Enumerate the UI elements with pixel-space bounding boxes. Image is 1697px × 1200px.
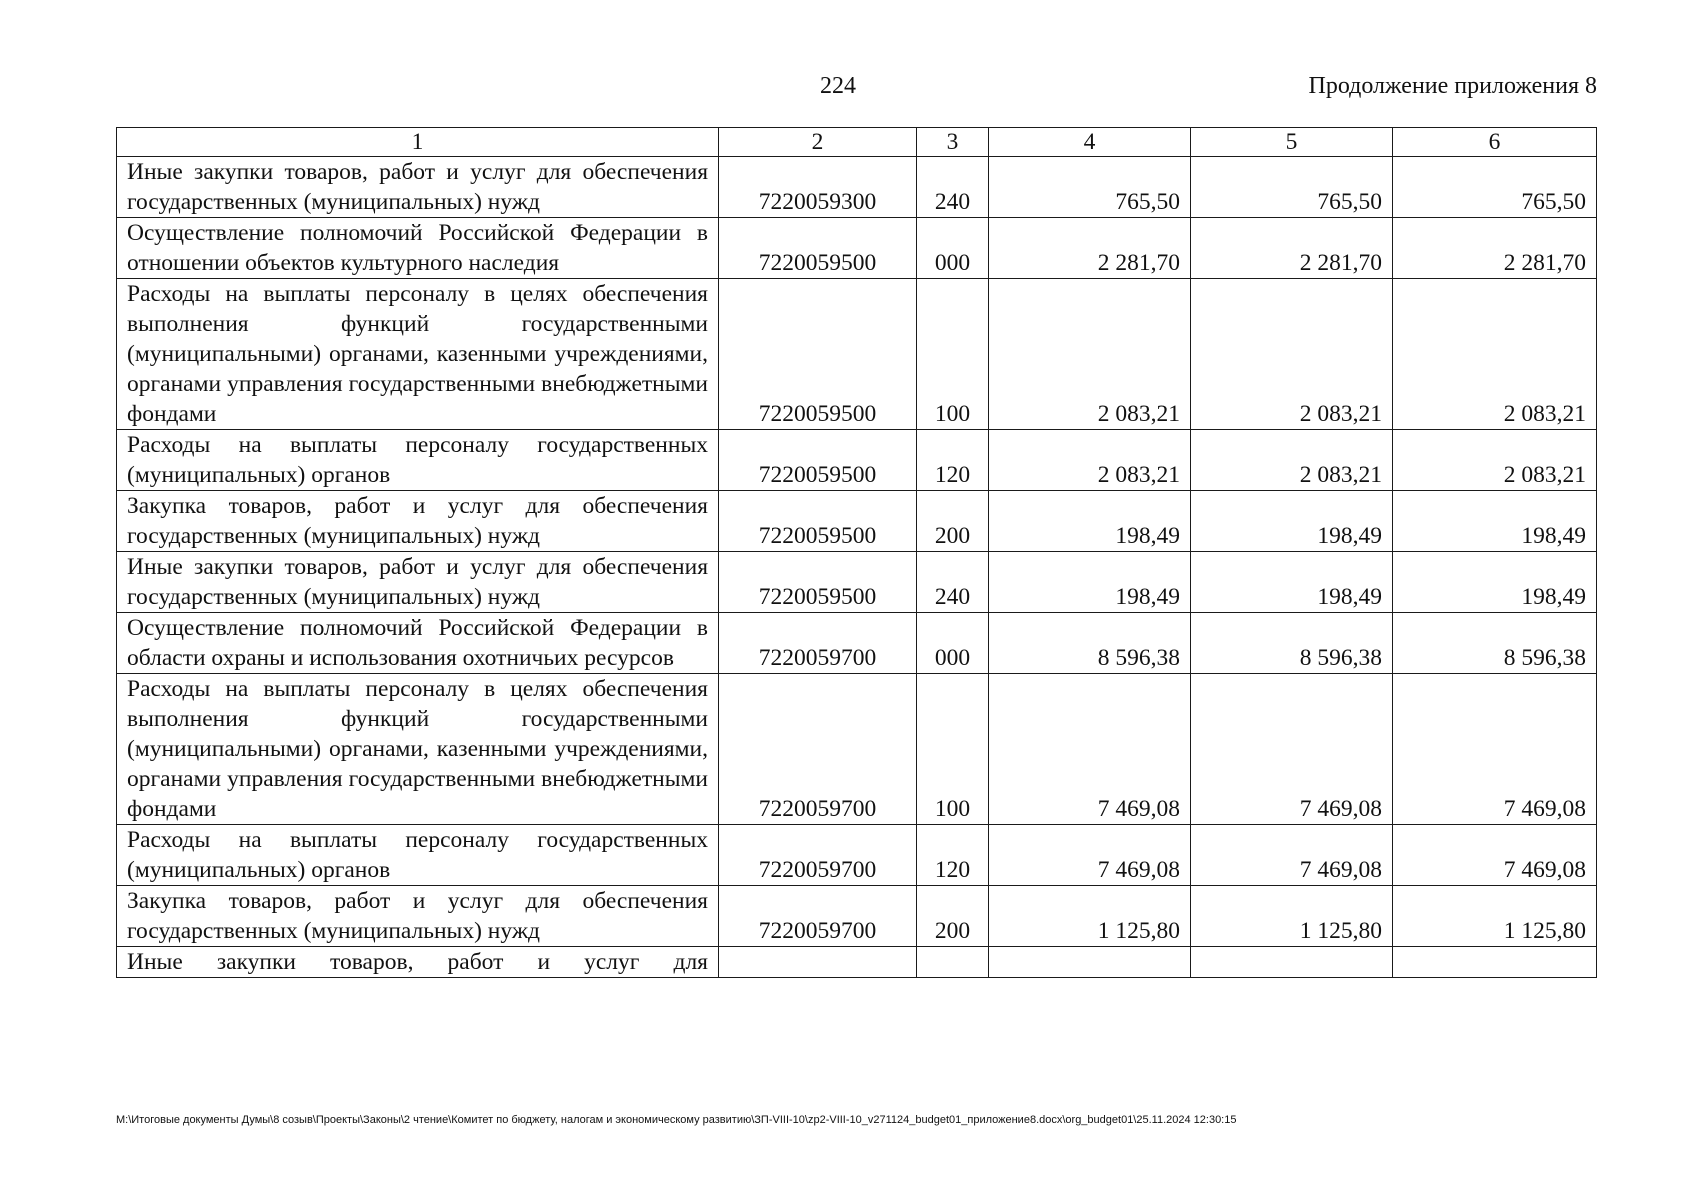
column-header: 5: [1191, 128, 1393, 157]
amount-col5-cell: 8 596,38: [1191, 613, 1393, 674]
amount-col6-cell: 8 596,38: [1393, 613, 1597, 674]
amount-col4-cell: 198,49: [989, 552, 1191, 613]
column-header: 3: [917, 128, 989, 157]
appendix-continuation-note: Продолжение приложения 8: [1308, 73, 1597, 99]
page-number: 224: [820, 73, 856, 99]
expense-type-cell: 200: [917, 491, 989, 552]
amount-col4-cell: 8 596,38: [989, 613, 1191, 674]
amount-col5-cell: [1191, 947, 1393, 978]
expense-name-cell: Осуществление полномочий Российской Федерации в отношении объектов культурного наследия: [117, 218, 719, 279]
expense-name-cell: Закупка товаров, работ и услуг для обеспечения государственных (муниципальных) нужд: [117, 886, 719, 947]
table-row: [117, 218, 1597, 279]
amount-col5-cell: 2 281,70: [1191, 218, 1393, 279]
amount-col5-cell: 198,49: [1191, 552, 1393, 613]
target-code-cell: 7220059500: [719, 279, 917, 430]
expense-name-cell: Иные закупки товаров, работ и услуг для обеспечения государственных (муниципальных) нужд: [117, 552, 719, 613]
column-header: 4: [989, 128, 1191, 157]
amount-col6-cell: 2 281,70: [1393, 218, 1597, 279]
amount-col6-cell: 7 469,08: [1393, 825, 1597, 886]
amount-col4-cell: 1 125,80: [989, 886, 1191, 947]
expense-name-cell: Расходы на выплаты персоналу в целях обеспечения выполнения функций государственными (муниципальными) органами, казенными учреждениями, органами управления государственными внебюджетными фондами: [117, 674, 719, 825]
expense-type-cell: 200: [917, 886, 989, 947]
target-code-cell: 7220059500: [719, 430, 917, 491]
expense-name-cell: Иные закупки товаров, работ и услуг для обеспечения государственных (муниципальных) нужд: [117, 157, 719, 218]
table-row: [117, 157, 1597, 218]
expense-name-cell: Закупка товаров, работ и услуг для обеспечения государственных (муниципальных) нужд: [117, 491, 719, 552]
column-header: 2: [719, 128, 917, 157]
amount-col6-cell: 198,49: [1393, 491, 1597, 552]
target-code-cell: 7220059300: [719, 157, 917, 218]
expense-name-cell: Расходы на выплаты персоналу в целях обеспечения выполнения функций государственными (муниципальными) органами, казенными учреждениями, органами управления государственными внебюджетными фондами: [117, 279, 719, 430]
amount-col5-cell: 765,50: [1191, 157, 1393, 218]
table-row-continued: [117, 947, 1597, 978]
amount-col5-cell: 1 125,80: [1191, 886, 1393, 947]
amount-col4-cell: 7 469,08: [989, 674, 1191, 825]
column-header: 1: [117, 128, 719, 157]
table-row: [117, 825, 1597, 886]
expense-type-cell: 100: [917, 279, 989, 430]
expense-type-cell: 000: [917, 218, 989, 279]
footer-file-path: M:\Итоговые документы Думы\8 созыв\Проекты\Законы\2 чтение\Комитет по бюджету, налогам и экономическому развитию\ЗП-VIII-10\zp2-VIII-10_v271124_budget01_приложение8.docx\org_budget01\25.11.2024 12:30:15: [116, 1114, 1237, 1126]
target-code-cell: 7220059500: [719, 491, 917, 552]
table-row: [117, 886, 1597, 947]
expense-type-cell: 120: [917, 430, 989, 491]
table-row: [117, 491, 1597, 552]
amount-col6-cell: 198,49: [1393, 552, 1597, 613]
amount-col4-cell: 198,49: [989, 491, 1191, 552]
amount-col4-cell: 765,50: [989, 157, 1191, 218]
amount-col6-cell: 1 125,80: [1393, 886, 1597, 947]
amount-col5-cell: 2 083,21: [1191, 279, 1393, 430]
expense-type-cell: 000: [917, 613, 989, 674]
table-row: [117, 613, 1597, 674]
amount-col6-cell: 765,50: [1393, 157, 1597, 218]
column-number-row: [117, 128, 1597, 157]
amount-col6-cell: 7 469,08: [1393, 674, 1597, 825]
expense-name-cell: Расходы на выплаты персоналу государственных (муниципальных) органов: [117, 430, 719, 491]
target-code-cell: 7220059700: [719, 886, 917, 947]
budget-table: [116, 127, 1597, 978]
expense-name-cell: Расходы на выплаты персоналу государственных (муниципальных) органов: [117, 825, 719, 886]
expense-name-cell: Осуществление полномочий Российской Федерации в области охраны и использования охотничьих ресурсов: [117, 613, 719, 674]
expense-type-cell: 240: [917, 157, 989, 218]
amount-col4-cell: 7 469,08: [989, 825, 1191, 886]
amount-col5-cell: 7 469,08: [1191, 674, 1393, 825]
amount-col5-cell: 2 083,21: [1191, 430, 1393, 491]
table-row: [117, 674, 1597, 825]
expense-name-cell: Иные закупки товаров, работ и услуг для: [117, 947, 719, 978]
amount-col4-cell: 2 083,21: [989, 430, 1191, 491]
target-code-cell: 7220059700: [719, 825, 917, 886]
expense-type-cell: 120: [917, 825, 989, 886]
amount-col4-cell: [989, 947, 1191, 978]
table-row: [117, 279, 1597, 430]
amount-col6-cell: 2 083,21: [1393, 279, 1597, 430]
amount-col6-cell: [1393, 947, 1597, 978]
amount-col4-cell: 2 281,70: [989, 218, 1191, 279]
amount-col6-cell: 2 083,21: [1393, 430, 1597, 491]
amount-col5-cell: 198,49: [1191, 491, 1393, 552]
column-header: 6: [1393, 128, 1597, 157]
table-row: [117, 552, 1597, 613]
amount-col5-cell: 7 469,08: [1191, 825, 1393, 886]
expense-type-cell: 240: [917, 552, 989, 613]
target-code-cell: 7220059700: [719, 613, 917, 674]
target-code-cell: 7220059500: [719, 552, 917, 613]
target-code-cell: 7220059500: [719, 218, 917, 279]
amount-col4-cell: 2 083,21: [989, 279, 1191, 430]
expense-type-cell: 100: [917, 674, 989, 825]
target-code-cell: [719, 947, 917, 978]
expense-type-cell: [917, 947, 989, 978]
table-row: [117, 430, 1597, 491]
target-code-cell: 7220059700: [719, 674, 917, 825]
